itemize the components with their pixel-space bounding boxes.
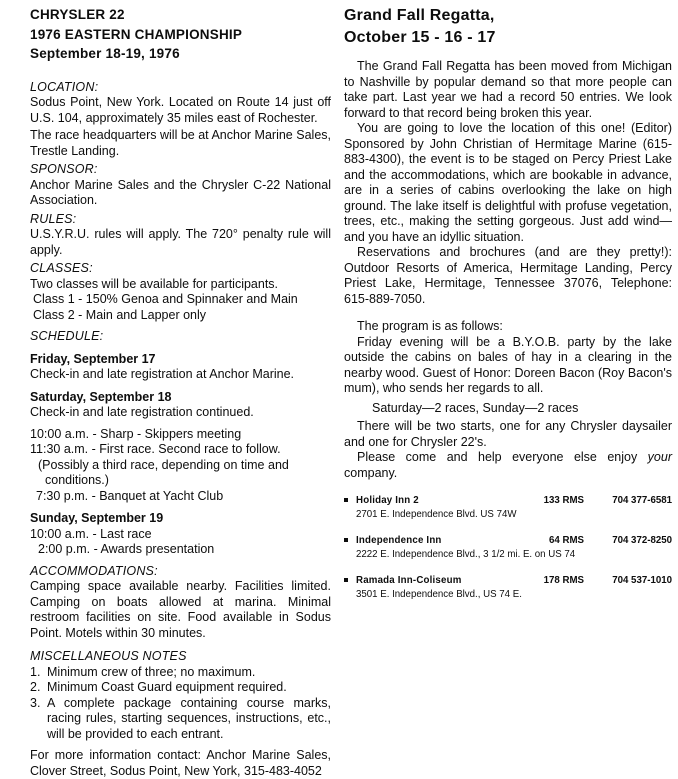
misc-notes-heading: MISCELLANEOUS NOTES	[30, 649, 187, 663]
misc-note-3-number: 3.	[30, 695, 41, 710]
friday-line: Check-in and late registration at Anchor Marine.	[30, 367, 295, 381]
regatta-paragraph-2: You are going to love the location of this one! (Editor) Sponsored by John Christian of Hermitage Marine (615-883-4300), the event is to be staged on Percy Priest Lake and the accommodations, which are bookable in advance, are in a series of cabins overlooking the lake on high ground. The lake itself is delightful with profuse vegetation, trees, etc., making the setting gorgeous. Just add wind—and you have an idyllic situation.	[344, 121, 672, 244]
closing-text-pre: Please come and help everyone else enjoy	[357, 450, 648, 464]
classes-text: Two classes will be available for participants.	[30, 276, 279, 291]
title-line-3: September 18-19, 1976	[30, 46, 180, 61]
hotel-rooms: 64 RMS	[549, 535, 584, 546]
list-item	[344, 495, 672, 521]
misc-note-1-number: 1.	[30, 664, 41, 679]
hotel-rooms: 133 RMS	[543, 495, 584, 506]
misc-note-1	[30, 665, 331, 681]
hotel-name: Holiday Inn 2	[356, 495, 419, 506]
races-line: Saturday—2 races, Sunday—2 races	[372, 400, 579, 415]
closing-text-emphasis: your	[647, 450, 672, 464]
saturday-line: Check-in and late registration continued.	[30, 405, 254, 419]
sat-time-3: (Possibly a third race, depending on time and	[38, 457, 289, 472]
hotel-row	[344, 535, 672, 547]
hotel-list	[344, 495, 672, 601]
regatta-paragraph-3: Reservations and brochures (and are they pretty!): Outdoor Resorts of America, Hermitage Landing, Percy Priest Lake, Hermitage, Tennessee 37076, Telephone: 615-889-7050.	[344, 245, 672, 306]
sat-time-4: conditions.)	[45, 473, 109, 487]
regatta-paragraph-1: The Grand Fall Regatta has been moved from Michigan to Nashville by popular demand so that more people can take part. Last year we had a record 50 entries. We look forward to that record being broken this year.	[344, 59, 672, 120]
right-article-title	[344, 5, 672, 48]
regatta-paragraph-starts: There will be two starts, one for any Chrysler daysailer and one for Chrysler 22's.	[344, 419, 672, 449]
misc-note-2-number: 2.	[30, 680, 41, 694]
friday-heading: Friday, September 17	[30, 351, 156, 366]
regatta-paragraph-closing	[344, 450, 672, 481]
left-article-title	[30, 5, 331, 64]
accommodations-heading: ACCOMMODATIONS:	[30, 563, 158, 578]
misc-note-2-text: Minimum Coast Guard equipment required.	[47, 680, 287, 694]
saturday-heading: Saturday, September 18	[30, 389, 172, 404]
title-line-2: 1976 EASTERN CHAMPIONSHIP	[30, 26, 243, 42]
misc-note-2	[30, 680, 331, 696]
rules-heading: RULES:	[30, 211, 77, 226]
misc-note-1-text: Minimum crew of three; no maximum.	[47, 664, 256, 679]
list-item	[344, 575, 672, 601]
class-2-line: Class 2 - Main and Lapper only	[33, 307, 207, 322]
hotel-rooms: 178 RMS	[543, 575, 584, 586]
accommodations-text: Camping space available nearby. Facilities limited. Camping on boats allowed at marina. Minimal restroom facilities on site. Food available in Sodus Point. Motels within 30 minutes.	[30, 579, 331, 640]
sat-time-1: 10:00 a.m. - Sharp - Skippers meeting	[30, 426, 242, 441]
hotel-phone: 704 537-1010	[612, 575, 672, 586]
location-text: Sodus Point, New York. Located on Route 14 just off U.S. 104, approximately 35 miles east of Rochester.	[30, 95, 331, 125]
bullet-icon	[344, 534, 356, 546]
hotel-phone: 704 372-8250	[612, 535, 672, 546]
right-article	[344, 5, 672, 779]
bullet-icon	[344, 494, 356, 506]
left-article	[30, 5, 331, 779]
regatta-paragraph-friday: Friday evening will be a B.Y.O.B. party by the lake outside the cabins on bales of hay in a clearing in the nearby wood. Guest of Honor: Doreen Bacon (Roy Bacon's mum), who sends her regards to all.	[344, 334, 672, 395]
sun-time-2: 2:00 p.m. - Awards presentation	[38, 542, 215, 556]
hotel-row	[344, 575, 672, 587]
contact-text: For more information contact: Anchor Marine Sales, Clover Street, Sodus Point, New York, 315-483-4052	[30, 748, 331, 778]
sunday-heading: Sunday, September 19	[30, 511, 164, 525]
program-intro-line: The program is as follows:	[357, 319, 503, 333]
sponsor-text: Anchor Marine Sales and the Chrysler C-22 National Association.	[30, 177, 331, 207]
misc-note-3-text: A complete package containing course marks, racing rules, starting sequences, instructions, etc., will be provided to each entrant.	[47, 695, 331, 741]
classes-heading: CLASSES:	[30, 261, 93, 275]
sponsor-heading: SPONSOR:	[30, 162, 98, 176]
hotel-address: 3501 E. Independence Blvd., US 74 E.	[356, 589, 522, 600]
list-item	[344, 535, 672, 561]
title-line-1: CHRYSLER 22	[30, 7, 125, 22]
headquarters-text: The race headquarters will be at Anchor Marine Sales, Trestle Landing.	[30, 128, 331, 158]
title-line-2: October 15 - 16 - 17	[344, 28, 496, 46]
title-line-1: Grand Fall Regatta,	[344, 7, 495, 24]
sun-time-1: 10:00 a.m. - Last race	[30, 526, 152, 541]
hotel-name: Independence Inn	[356, 535, 442, 546]
hotel-name: Ramada Inn-Coliseum	[356, 575, 462, 586]
bullet-icon	[344, 574, 356, 586]
rules-text: U.S.Y.R.U. rules will apply. The 720° penalty rule will apply.	[30, 227, 331, 257]
closing-text-post: company.	[344, 465, 398, 480]
hotel-row	[344, 495, 672, 507]
sat-time-2: 11:30 a.m. - First race. Second race to follow.	[30, 442, 281, 456]
location-heading: LOCATION:	[30, 79, 99, 94]
hotel-phone: 704 377-6581	[612, 495, 672, 506]
misc-note-3	[30, 696, 331, 743]
class-1-line: Class 1 - 150% Genoa and Spinnaker and Main	[33, 292, 298, 306]
hotel-address: 2222 E. Independence Blvd., 3 1/2 mi. E. on US 74	[356, 549, 576, 560]
hotel-address: 2701 E. Independence Blvd. US 74W	[356, 509, 517, 520]
sat-time-5: 7:30 p.m. - Banquet at Yacht Club	[36, 488, 224, 503]
schedule-heading: SCHEDULE:	[30, 329, 104, 343]
